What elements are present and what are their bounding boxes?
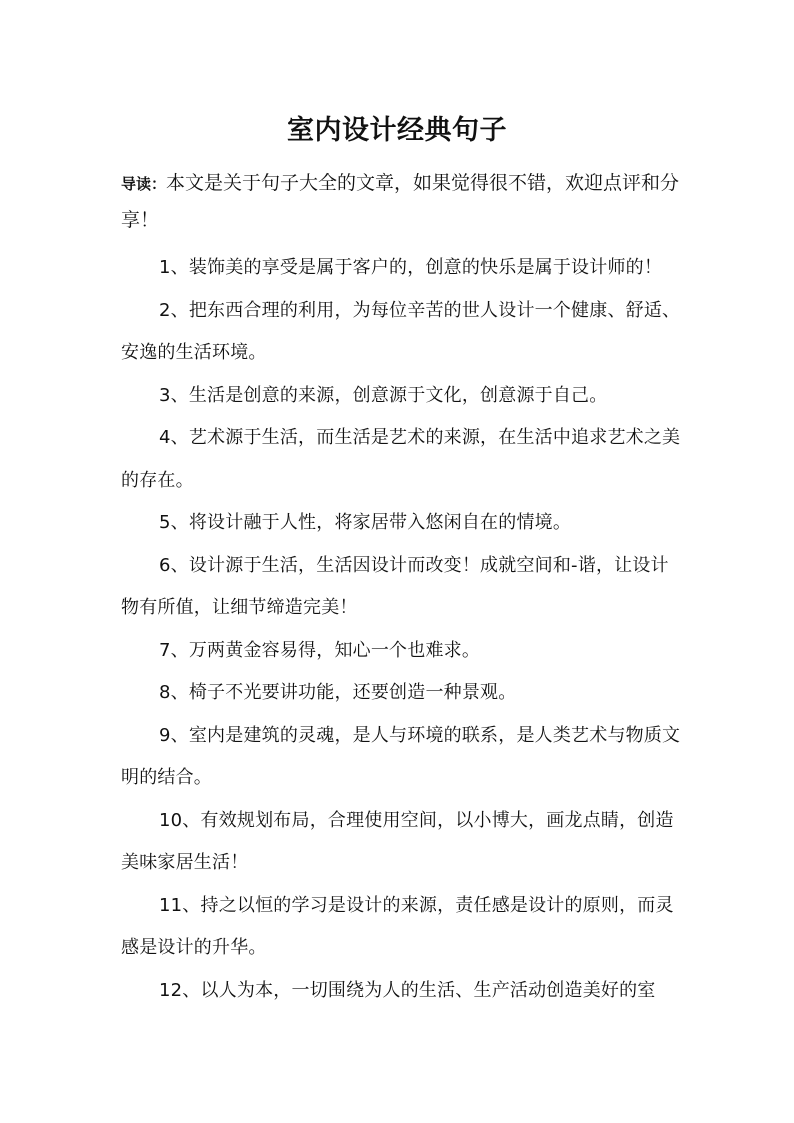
quote-item-3: 3、生活是创意的来源，创意源于文化，创意源于自己。 (159, 384, 608, 406)
quote-item-12: 12、以人为本，一切围绕为人的生活、生产活动创造美好的室 (159, 979, 656, 1001)
quote-item-8: 8、椅子不光要讲功能，还要创造一种景观。 (159, 682, 517, 703)
quote-item-10: 10、有效规划布局，合理使用空间，以小博大，画龙点睛，创造美味家居生活！ (121, 809, 674, 873)
intro-paragraph (121, 165, 681, 238)
intro-label: 导读： (121, 175, 167, 193)
quote-list (121, 247, 683, 1012)
quote-item-4: 4、艺术源于生活，而生活是艺术的来源，在生活中追求艺术之美的存在。 (121, 427, 681, 491)
document-title: 室内设计经典句子 (287, 115, 507, 146)
intro-text: 本文是关于句子大全的文章，如果觉得很不错，欢迎点评和分享！ (121, 172, 680, 231)
quote-item-11: 11、持之以恒的学习是设计的来源，责任感是设计的原则，而灵感是设计的升华。 (121, 894, 674, 958)
quote-item-2: 2、把东西合理的利用，为每位辛苦的世人设计一个健康、舒适、安逸的生活环境。 (121, 299, 681, 363)
quote-item-7: 7、万两黄金容易得，知心一个也难求。 (159, 639, 481, 661)
quote-item-1: 1、装饰美的享受是属于客户的，创意的快乐是属于设计师的！ (159, 257, 663, 278)
quote-item-5: 5、将设计融于人性，将家居带入悠闲自在的情境。 (159, 512, 572, 533)
quote-item-9: 9、室内是建筑的灵魂，是人与环境的联系，是人类艺术与物质文明的结合。 (121, 724, 681, 788)
quote-item-6: 6、设计源于生活，生活因设计而改变！成就空间和-谐，让设计物有所值，让细节缔造完美！ (121, 554, 669, 618)
